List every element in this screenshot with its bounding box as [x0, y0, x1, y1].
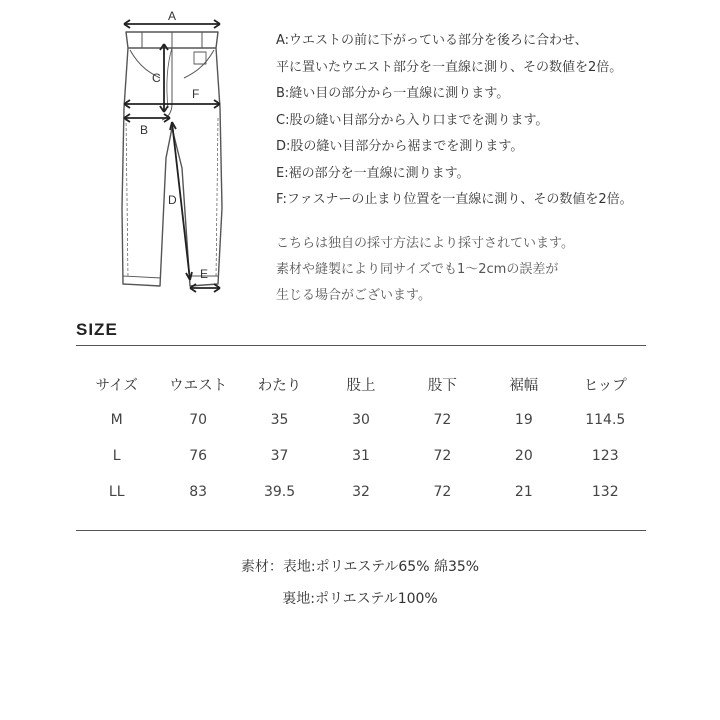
cell-hip: 114.5: [585, 412, 626, 428]
size-heading: SIZE: [76, 320, 118, 339]
cell-inseam: 72: [433, 412, 452, 428]
instruction-a-1: A:ウエストの前に下がっている部分を後ろに合わせ、: [276, 33, 588, 48]
size-table: [76, 366, 646, 510]
cell-size: LL: [108, 484, 125, 500]
measurement-note: [276, 231, 716, 309]
instruction-e: E:裾の部分を一直線に測ります。: [276, 165, 470, 181]
note-line: 生じる場合がございます。: [276, 288, 431, 303]
instruction-a-2: 平に置いたウエスト部分を一直線に測り、その数値を2倍。: [276, 59, 623, 75]
cell-hip: 123: [591, 448, 619, 464]
instruction-f: F:ファスナーの止まり位置を一直線に測り、その数値を2倍。: [276, 192, 633, 207]
cell-hem: 20: [514, 448, 533, 464]
table-header-row: [76, 366, 646, 402]
header-waist: ウエスト: [169, 377, 228, 394]
header-size: サイズ: [95, 377, 138, 394]
table-row: [76, 438, 646, 474]
measurement-instructions: [276, 28, 716, 214]
cell-rise: 31: [352, 448, 370, 464]
cell-waist: 70: [189, 412, 208, 428]
cell-rise: 30: [352, 412, 370, 428]
header-rise: 股上: [346, 377, 376, 394]
label-c: C: [152, 71, 161, 85]
header-hip: ヒップ: [583, 377, 627, 394]
table-row: [76, 474, 646, 510]
cell-waist: 76: [189, 448, 208, 464]
cell-rise: 32: [352, 484, 370, 500]
material-outer: 素材：表地:ポリエステル65% 綿35%: [240, 559, 480, 575]
instruction-c: C:股の縫い目部分から入り口までを測ります。: [276, 112, 549, 128]
cell-size: M: [110, 412, 123, 428]
label-a: A: [168, 9, 177, 23]
label-d: D: [168, 193, 177, 207]
cell-hip: 132: [591, 484, 619, 500]
divider-bottom: [76, 530, 646, 531]
header-thigh: わたり: [257, 377, 302, 394]
cell-hem: 21: [514, 484, 533, 500]
material-lining: 裏地:ポリエステル100%: [282, 591, 438, 607]
label-f: F: [192, 87, 200, 101]
table-row: [76, 402, 646, 438]
cell-inseam: 72: [433, 484, 452, 500]
cell-inseam: 72: [433, 448, 452, 464]
cell-thigh: 35: [270, 412, 289, 428]
header-inseam: 股下: [427, 377, 457, 394]
label-e: E: [200, 267, 209, 281]
pants-diagram-icon: [108, 8, 238, 298]
label-b: B: [140, 123, 149, 137]
cell-waist: 83: [189, 484, 208, 500]
cell-thigh: 39.5: [263, 484, 296, 500]
cell-hem: 19: [514, 412, 533, 428]
cell-thigh: 37: [270, 448, 289, 464]
header-hem: 裾幅: [509, 377, 539, 394]
divider-top: [76, 345, 646, 346]
instruction-d: D:股の縫い目部分から裾までを測ります。: [276, 139, 524, 154]
note-line: こちらは独自の採寸方法により採寸されています。: [276, 236, 574, 251]
pants-measurement-diagram: [108, 8, 238, 298]
instruction-b: B:縫い目の部分から一直線に測ります。: [276, 86, 510, 101]
note-line: 素材や縫製により同サイズでも1～2cmの誤差が: [276, 262, 559, 277]
cell-size: L: [112, 448, 121, 464]
